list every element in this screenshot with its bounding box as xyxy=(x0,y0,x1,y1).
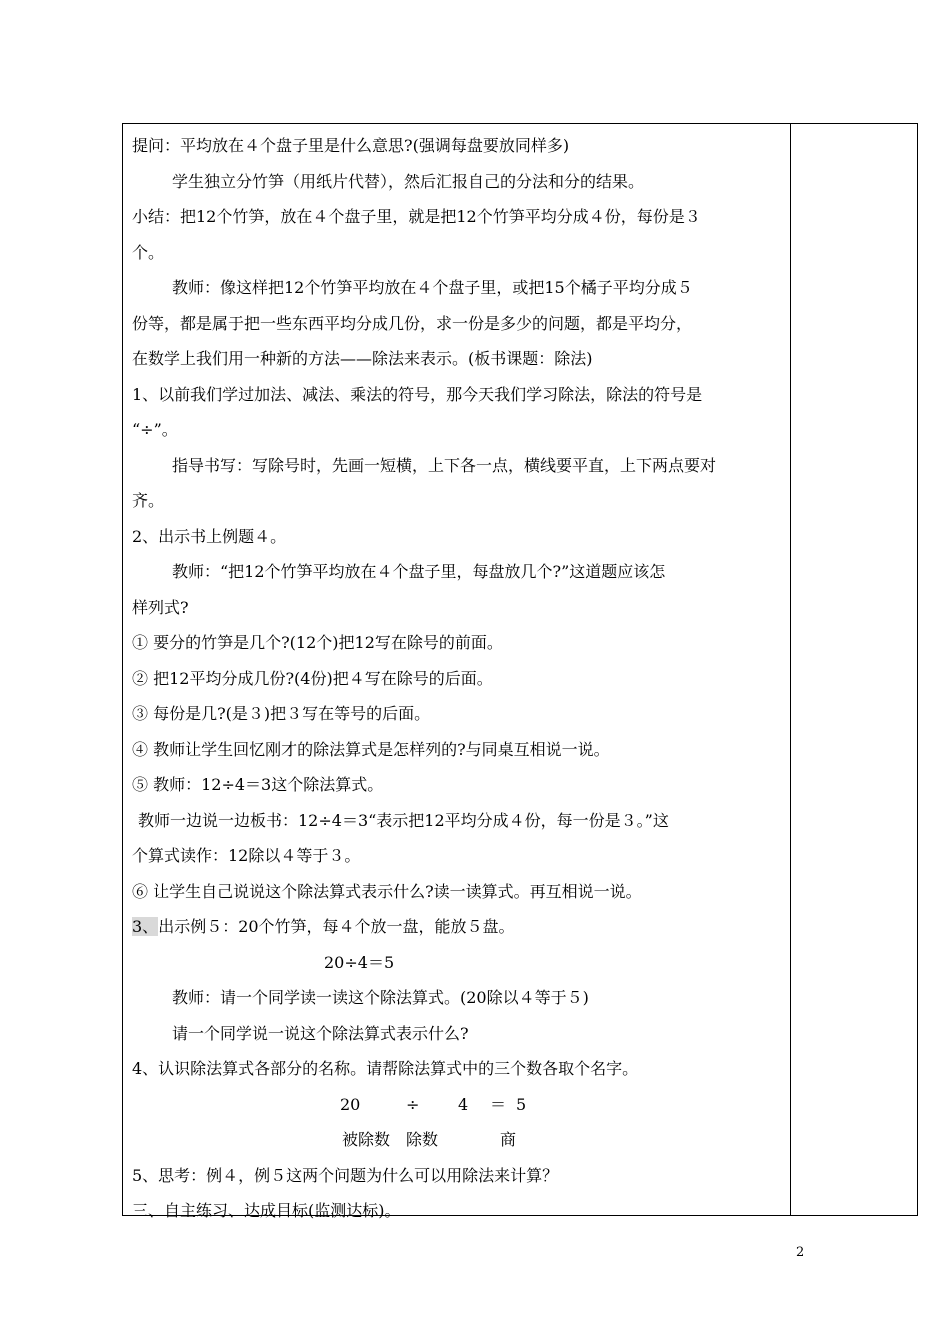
lesson-table xyxy=(122,123,918,1220)
text-line xyxy=(132,909,782,945)
text-line: 1、以前我们学过加法、减法、乘法的符号，那今天我们学习除法，除法的符号是 xyxy=(132,384,703,404)
text-line: 在数学上我们用一种新的方法——除法来表示。(板书课题：除法) xyxy=(132,349,593,368)
quotient-value: 5 xyxy=(516,1094,527,1114)
divide-sign: ÷ xyxy=(406,1094,420,1114)
text-line: ④ 教师让学生回忆刚才的除法算式是怎样列的?与同桌互相说一说。 xyxy=(132,739,610,759)
text-line: 份等，都是属于把一些东西平均分成几份，求一份是多少的问题，都是平均分， xyxy=(132,313,693,333)
text-line: 个。 xyxy=(132,242,165,262)
quotient-name: 商 xyxy=(500,1130,517,1149)
dividend-value: 20 xyxy=(340,1094,361,1114)
text-line: ② 把12平均分成几份?(4份)把４写在除号的后面。 xyxy=(132,668,493,688)
division-equation xyxy=(132,1087,782,1123)
text-line: 教师：像这样把12个竹笋平均放在４个盘子里，或把15个橘子平均分成５ xyxy=(172,278,693,297)
text-line: 样列式? xyxy=(132,597,189,617)
text-line: 齐。 xyxy=(132,491,165,510)
text-line: 指导书写：写除号时，先画一短横，上下各一点，横线要平直，上下两点要对 xyxy=(172,455,717,475)
text-line: ⑤ 教师：12÷4＝3这个除法算式。 xyxy=(132,775,384,794)
divisor-name: 除数 xyxy=(406,1130,439,1149)
text-line: 请一个同学说一说这个除法算式表示什么? xyxy=(172,1023,469,1043)
text-line: ① 要分的竹笋是几个?(12个)把12写在除号的前面。 xyxy=(132,633,503,652)
text-span: 出示例５：20个竹笋，每４个放一盘，能放５盘。 xyxy=(158,917,515,936)
equation-line: 20÷4＝5 xyxy=(324,952,395,972)
text-line: 提问：平均放在４个盘子里是什么意思?(强调每盘要放同样多) xyxy=(132,136,570,155)
text-line: 学生独立分竹笋（用纸片代替），然后汇报自己的分法和分的结果。 xyxy=(172,171,645,191)
text-line: 教师一边说一边板书：12÷4＝3“表示把12平均分成４份，每一份是３。”这 xyxy=(138,810,669,830)
highlighted-item-number: 3、 xyxy=(132,917,159,936)
notes-cell xyxy=(791,124,917,1215)
divisor-value: 4 xyxy=(458,1094,469,1114)
text-line: 三、自主练习、达成目标(监测达标)。 xyxy=(132,1201,401,1220)
text-line: ③ 每份是几?(是３)把３写在等号的后面。 xyxy=(132,704,431,723)
text-line: 5、思考：例４，例５这两个问题为什么可以用除法来计算？ xyxy=(132,1165,559,1185)
lesson-content-cell xyxy=(123,124,790,1220)
text-line: 教师：请一个同学读一读这个除法算式。(20除以４等于５) xyxy=(172,988,589,1007)
text-line: ⑥ 让学生自己说说这个除法算式表示什么?读一读算式。再互相说一说。 xyxy=(132,881,642,901)
page-number: 2 xyxy=(796,1245,805,1260)
text-line: 教师：“把12个竹笋平均放在４个盘子里，每盘放几个?”这道题应该怎 xyxy=(172,562,666,581)
text-line: 2、出示书上例题４。 xyxy=(132,526,287,546)
text-line: 小结：把12个竹笋，放在４个盘子里，就是把12个竹笋平均分成４份，每份是３ xyxy=(132,207,701,226)
text-line: 4、认识除法算式各部分的名称。请帮除法算式中的三个数各取个名字。 xyxy=(132,1059,639,1078)
dividend-name: 被除数 xyxy=(342,1130,391,1149)
text-line: 个算式读作：12除以４等于３。 xyxy=(132,846,361,865)
equals-sign: ＝ xyxy=(490,1094,507,1114)
division-part-names xyxy=(132,1122,782,1158)
text-line: “÷”。 xyxy=(132,420,178,439)
